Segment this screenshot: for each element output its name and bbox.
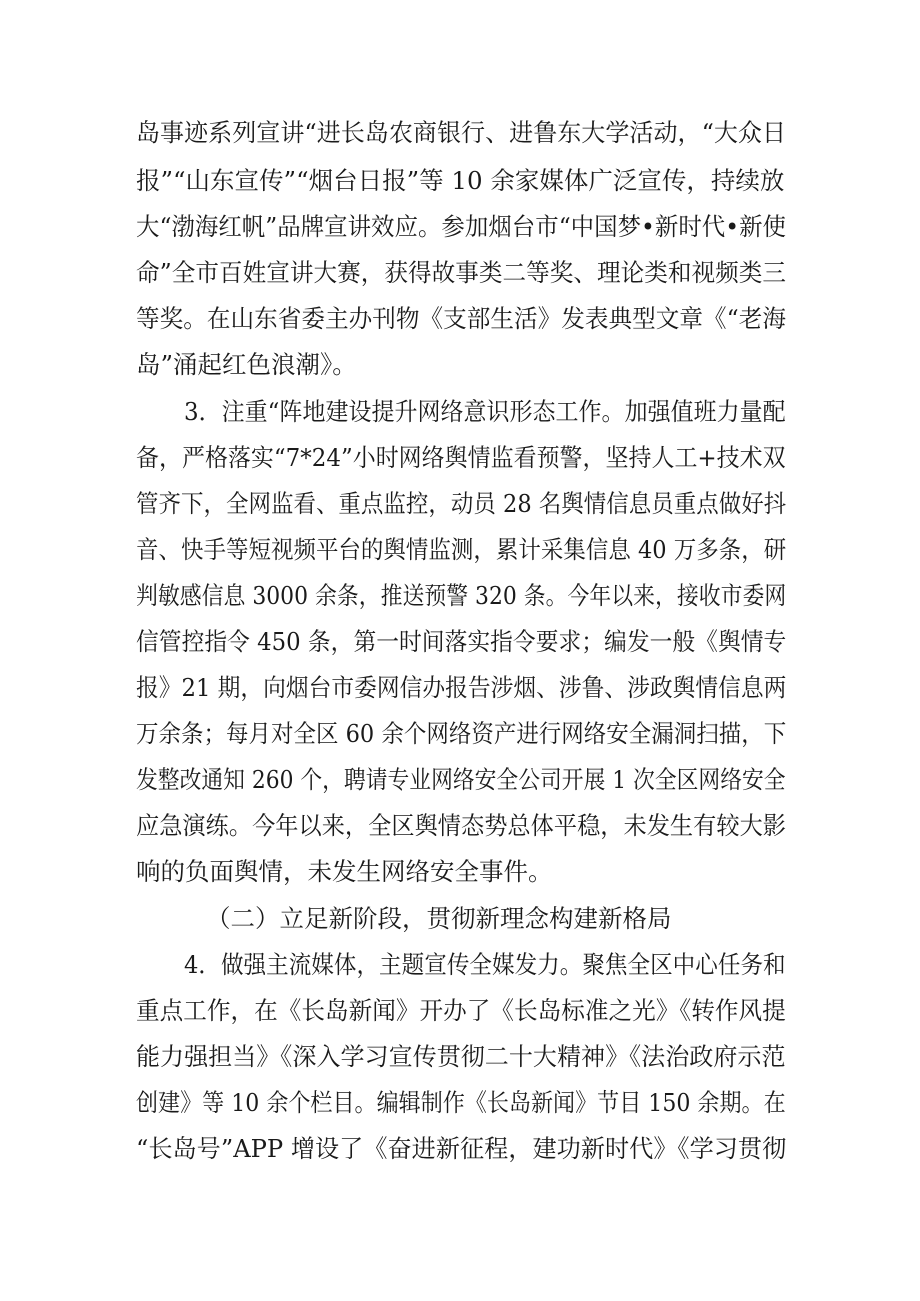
text-line: 等奖。在山东省委主办刊物《支部生活》发表典型文章《“老海 [136, 304, 787, 333]
text-line: 命”全市百姓宣讲大赛，获得故事类二等奖、理论类和视频类三 [136, 258, 787, 287]
text-line: 创建》等 10 余个栏目。编辑制作《长岛新闻》节目 150 余期。在 [136, 1088, 786, 1117]
text-line: 重点工作，在《长岛新闻》开办了《长岛标准之光》《转作风提 [136, 996, 786, 1025]
text-line: 报”“山东宣传”“烟台日报”等 10 余家媒体广泛宣传，持续放 [136, 166, 785, 195]
text-line: 岛事迹系列宣讲“进长岛农商银行、进鲁东大学活动，“大众日 [136, 118, 787, 147]
text-line: 管齐下，全网监看、重点监控，动员 28 名舆情信息员重点做好抖 [136, 489, 787, 518]
paragraph-3-start: 3．注重“阵地建设提升网络意识形态工作。加强值班力量配 [184, 397, 786, 426]
text-line: 报》21 期，向烟台市委网信办报告涉烟、涉鲁、涉政舆情信息两 [136, 673, 787, 702]
text-line: 能力强担当》《深入学习宣传贯彻二十大精神》《法治政府示范 [136, 1042, 786, 1071]
text-line: 发整改通知 260 个，聘请专业网络安全公司开展 1 次全区网络安全 [136, 765, 786, 794]
text-line: 岛”涌起红色浪潮》。 [136, 350, 357, 379]
text-line: 应急演练。今年以来，全区舆情态势总体平稳，未发生有较大影 [136, 811, 786, 840]
text-line: “长岛号”APP 增设了《奋进新征程，建功新时代》《学习贯彻 [136, 1134, 787, 1163]
text-line: 判敏感信息 3000 余条，推送预警 320 条。今年以来，接收市委网 [136, 581, 787, 610]
text-line: 响的负面舆情，未发生网络安全事件。 [136, 857, 553, 886]
text-line: 信管控指令 450 条，第一时间落实指令要求；编发一般《舆情专 [136, 627, 787, 656]
section-heading: （二）立足新阶段，贯彻新理念构建新格局 [206, 904, 672, 933]
text-line: 音、快手等短视频平台的舆情监测，累计采集信息 40 万多条，研 [136, 535, 787, 564]
paragraph-4-start: 4．做强主流媒体，主题宣传全媒发力。聚焦全区中心任务和 [184, 950, 786, 979]
text-line: 万余条；每月对全区 60 余个网络资产进行网络安全漏洞扫描，下 [136, 719, 787, 748]
text-line: 备，严格落实“7*24”小时网络舆情监看预警，坚持人工+技术双 [136, 443, 786, 472]
text-line: 大“渤海红帆”品牌宣讲效应。参加烟台市“中国梦•新时代•新使 [136, 212, 786, 241]
